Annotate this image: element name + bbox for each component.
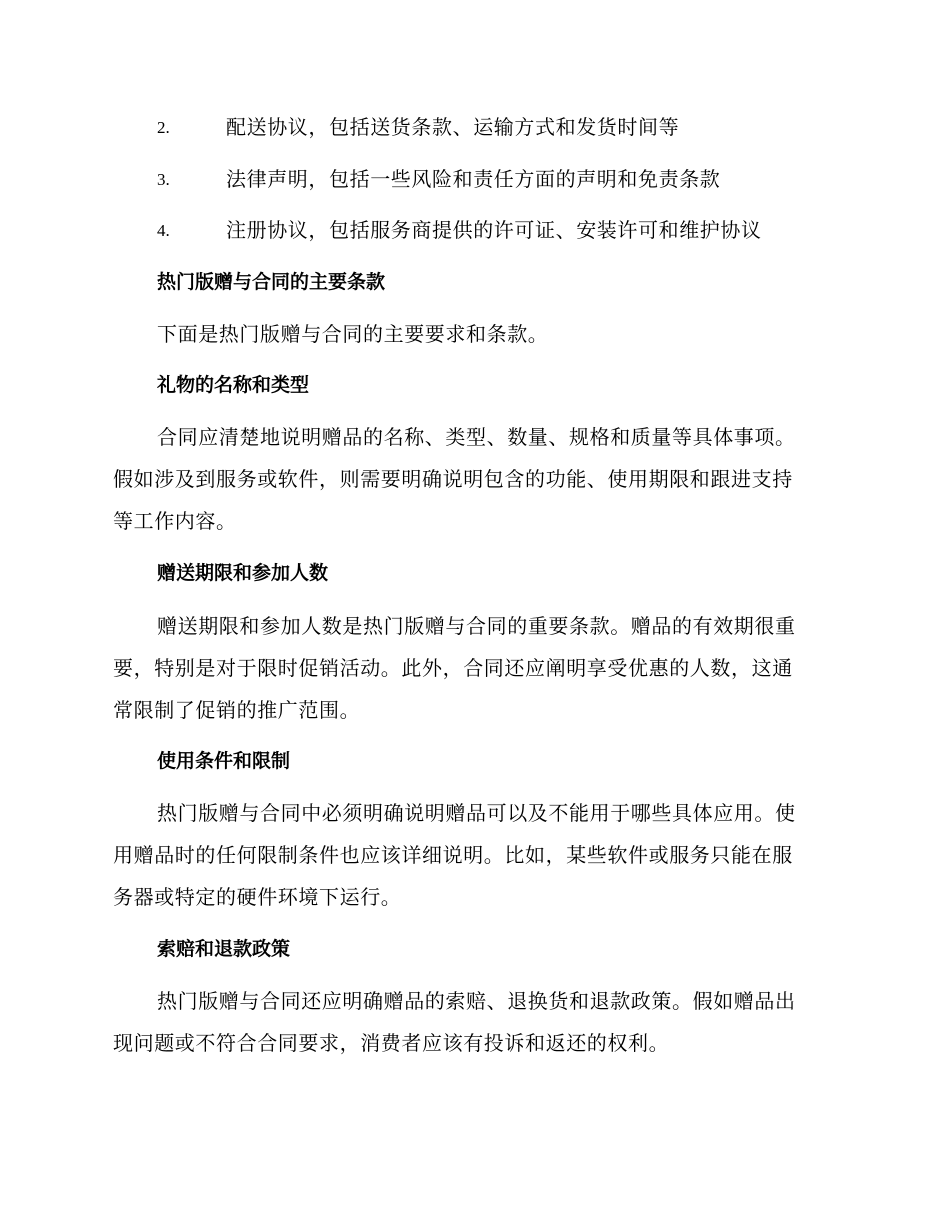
- paragraph-line: 务器或特定的硬件环境下运行。: [113, 885, 402, 909]
- list-item-text: 法律声明，包括一些风险和责任方面的声明和免责条款: [226, 167, 721, 191]
- section-heading: 礼物的名称和类型: [157, 374, 310, 396]
- section-heading: 热门版赠与合同的主要条款: [157, 271, 386, 293]
- list-item-text: 注册协议，包括服务商提供的许可证、安装许可和维护协议: [226, 218, 762, 242]
- list-item-text: 配送协议，包括送货条款、运输方式和发货时间等: [226, 115, 680, 139]
- paragraph-line: 热门版赠与合同中必须明确说明赠品可以及不能用于哪些具体应用。使: [157, 801, 796, 825]
- paragraph-line: 用赠品时的任何限制条件也应该详细说明。比如，某些软件或服务只能在服: [113, 843, 793, 867]
- section-heading: 赠送期限和参加人数: [157, 562, 329, 584]
- paragraph-line: 要，特别是对于限时促销活动。此外，合同还应阐明享受优惠的人数，这通: [113, 656, 793, 680]
- paragraph-line: 现问题或不符合合同要求，消费者应该有投诉和返还的权利。: [113, 1031, 670, 1055]
- list-item-number: 2.: [157, 118, 170, 137]
- section-heading: 使用条件和限制: [157, 750, 291, 772]
- list-item-number: 4.: [157, 221, 170, 240]
- paragraph-line: 热门版赠与合同还应明确赠品的索赔、退换货和退款政策。假如赠品出: [157, 989, 796, 1013]
- paragraph-line: 合同应清楚地说明赠品的名称、类型、数量、规格和质量等具体事项。: [157, 425, 796, 449]
- paragraph-line: 赠送期限和参加人数是热门版赠与合同的重要条款。赠品的有效期很重: [157, 614, 796, 638]
- paragraph-line: 等工作内容。: [113, 509, 237, 533]
- paragraph-line: 假如涉及到服务或软件，则需要明确说明包含的功能、使用期限和跟进支持: [113, 467, 793, 491]
- section-heading: 索赔和退款政策: [157, 938, 291, 960]
- list-item-number: 3.: [157, 170, 170, 189]
- paragraph-line: 下面是热门版赠与合同的主要要求和条款。: [157, 322, 549, 346]
- paragraph-line: 常限制了促销的推广范围。: [113, 698, 361, 722]
